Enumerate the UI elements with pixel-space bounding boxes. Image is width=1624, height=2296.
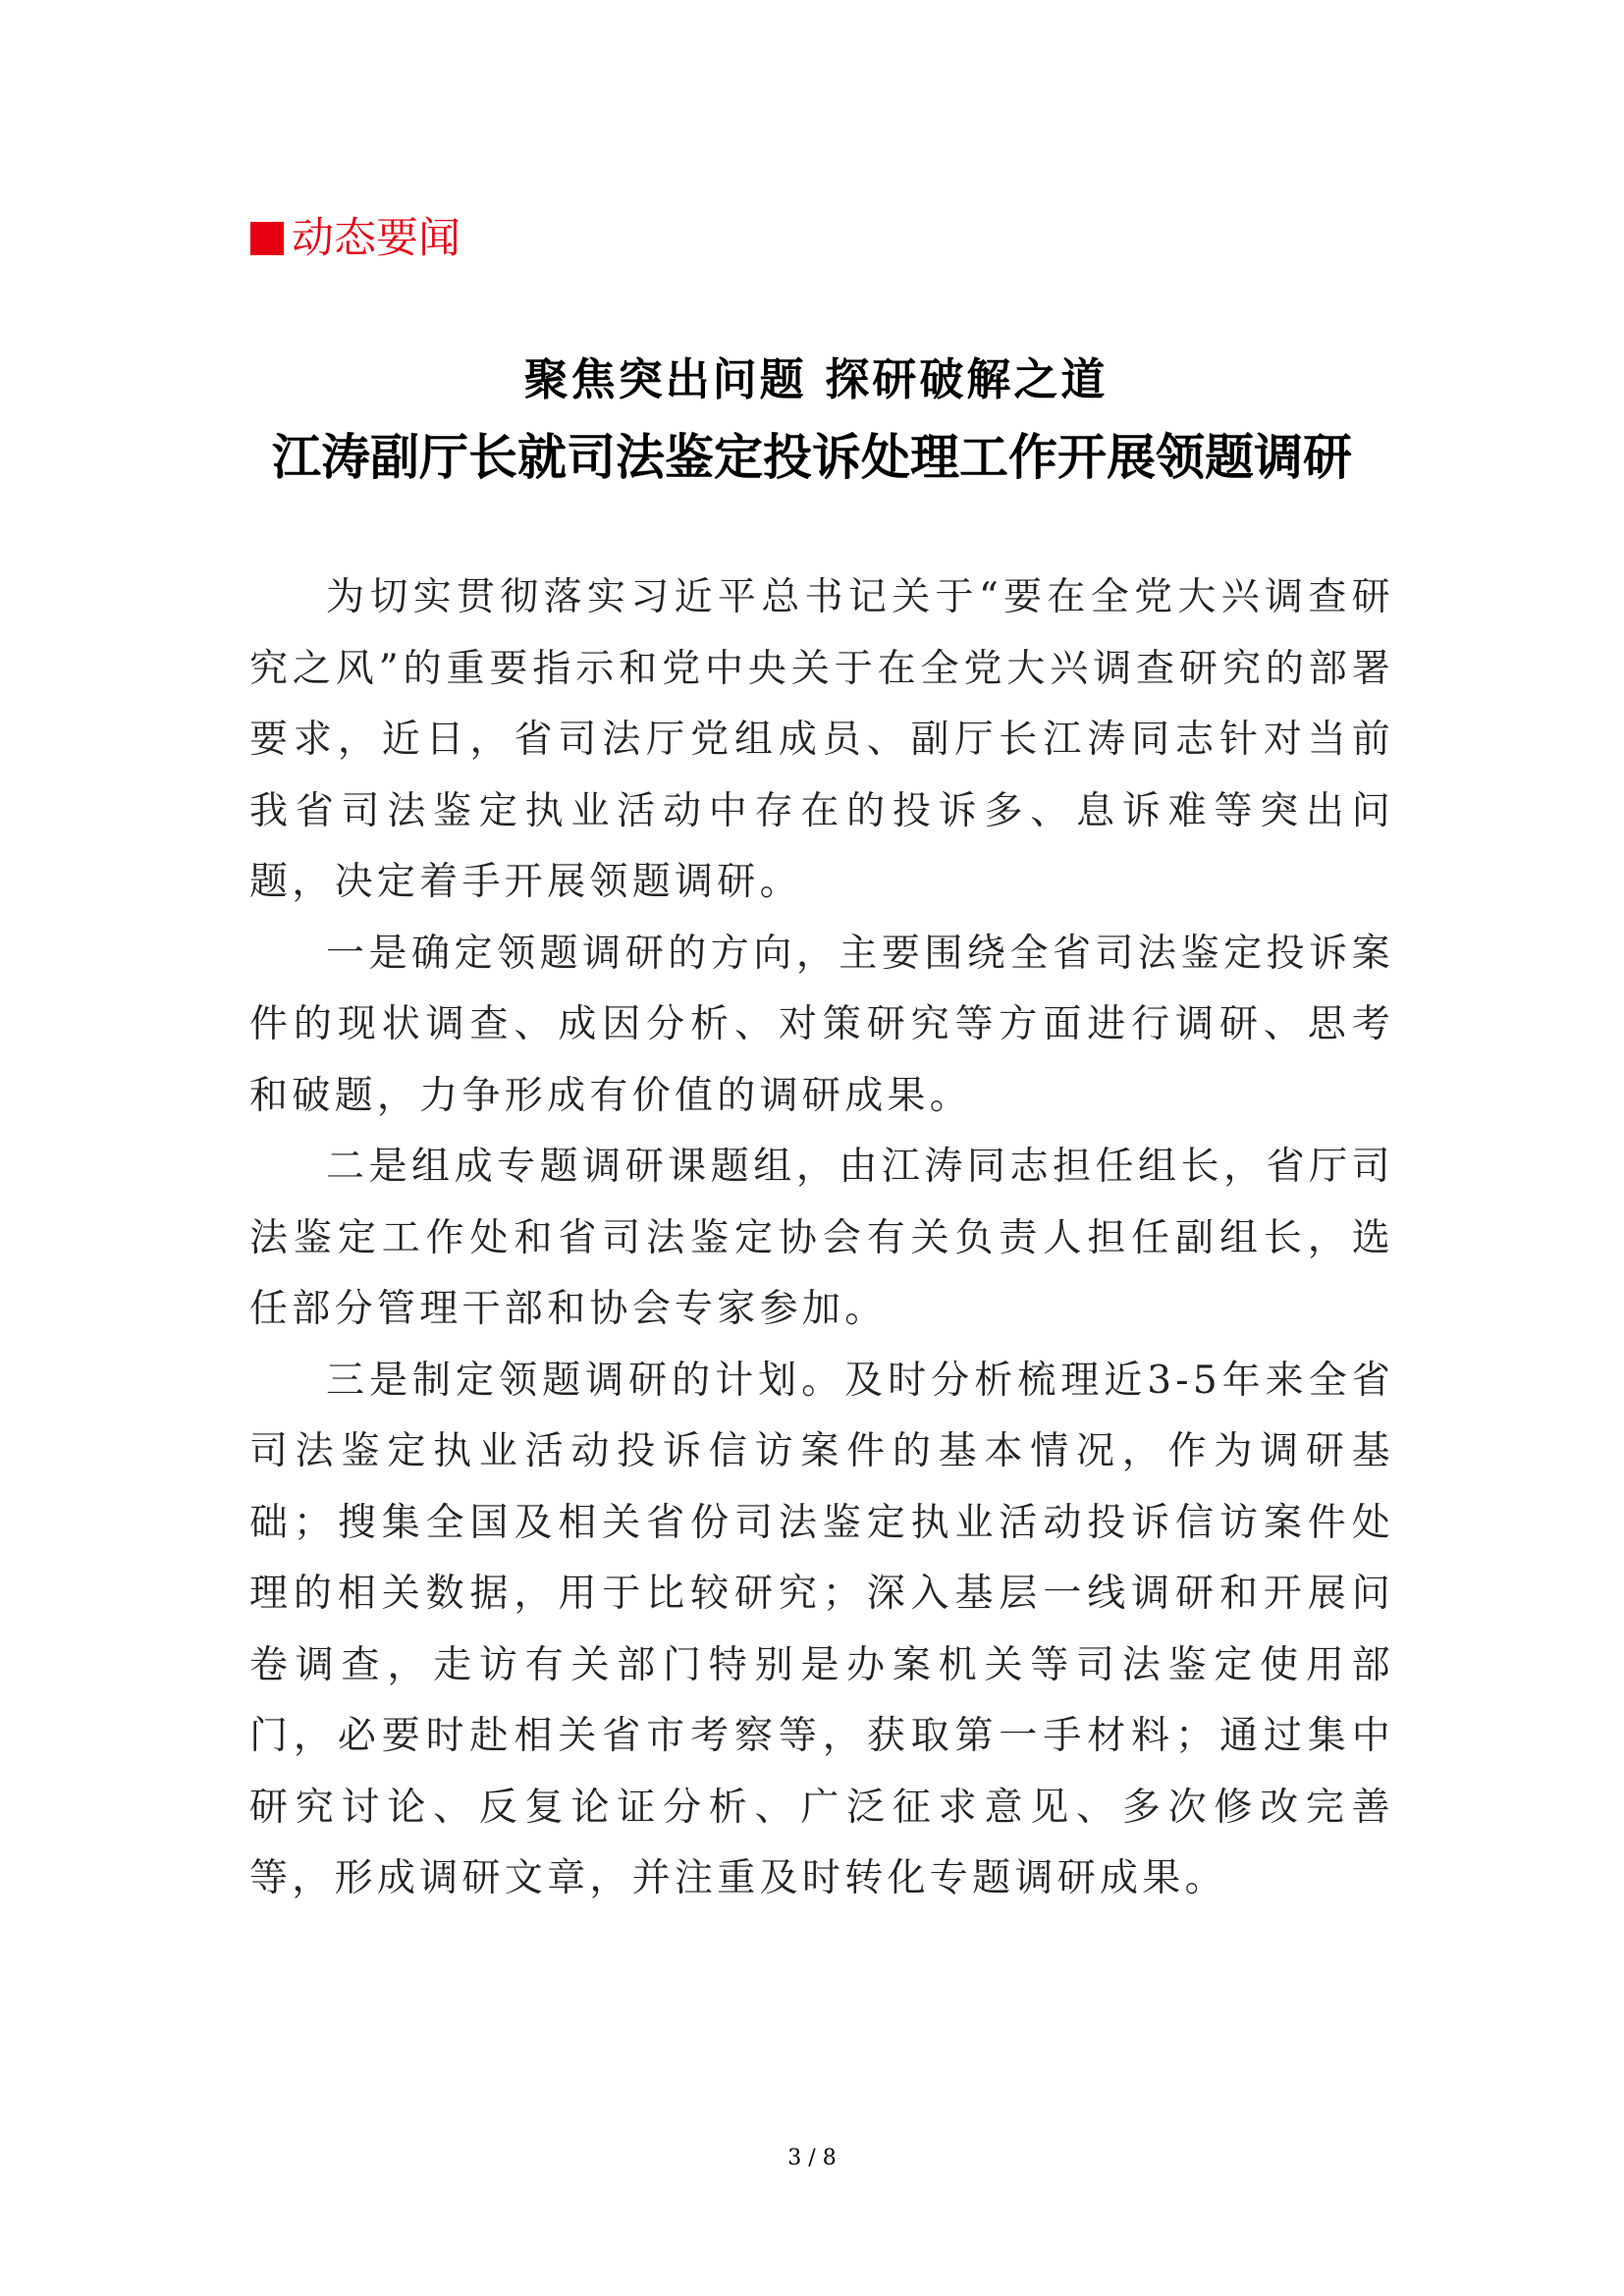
article-title: 江涛副厅长就司法鉴定投诉处理工作开展领题调研 bbox=[272, 428, 1352, 486]
paragraph-direction: 一是确定领题调研的方向，主要围绕全省司法鉴定投诉案件的现状调查、成因分析、对策研究等方面进行调研、思考和破题，力争形成有价值的调研成果。 bbox=[249, 931, 1394, 1118]
paragraph-team: 二是组成专题调研课题组，由江涛同志担任组长，省厅司法鉴定工作处和省司法鉴定协会有关负责人担任副组长，选任部分管理干部和协会专家参加。 bbox=[249, 1145, 1394, 1331]
section-tag bbox=[250, 209, 460, 268]
paragraph-plan: 三是制定领题调研的计划。及时分析梳理近3-5年来全省司法鉴定执业活动投诉信访案件的基本情况，作为调研基础；搜集全国及相关省份司法鉴定执业活动投诉信访案件处理的相关数据，用于比较研究；深入基层一线调研和开展问卷调查，走访有关部门特别是办案机关等司法鉴定使用部门，必要时赴相关省市考察等，获取第一手材料；通过集中研究讨论、反复论证分析、广泛征求意见、多次修改完善等，形成调研文章，并注重及时转化专题调研成果。 bbox=[249, 1358, 1394, 1900]
red-square-icon bbox=[250, 222, 284, 255]
section-tag-label: 动态要闻 bbox=[292, 214, 460, 263]
paragraph-intro: 为切实贯彻落实习近平总书记关于“要在全党大兴调查研究之风”的重要指示和党中央关于在全党大兴调查研究的部署要求，近日，省司法厅党组成员、副厅长江涛同志针对当前我省司法鉴定执业活动中存在的投诉多、息诉难等突出问题，决定着手开展领题调研。 bbox=[249, 575, 1394, 904]
page-number: 3 / 8 bbox=[787, 2146, 837, 2170]
article-body bbox=[249, 562, 1394, 1915]
article-subtitle: 聚焦突出问题 探研破解之道 bbox=[523, 353, 1109, 405]
